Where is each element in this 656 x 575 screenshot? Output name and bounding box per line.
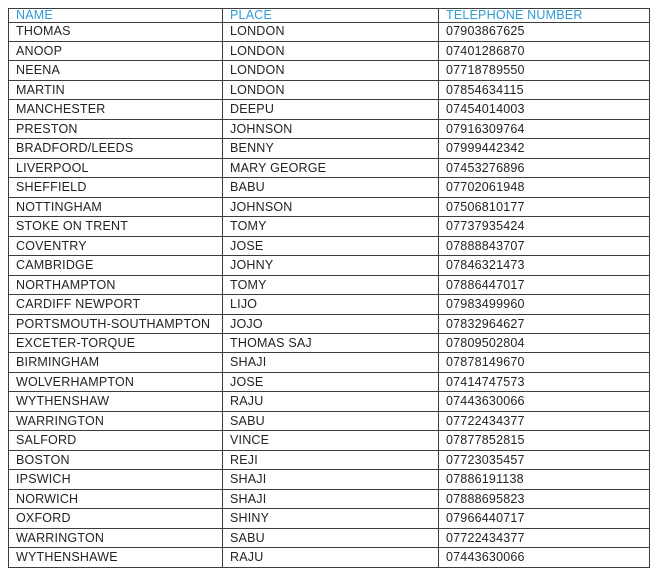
cell-place: BENNY [223,139,439,158]
cell-place: LONDON [223,61,439,80]
table-row [9,548,650,568]
cell-place: SABU [223,528,439,547]
table-header-row [9,9,650,23]
cell-name: SHEFFIELD [9,178,223,197]
table-row [9,80,650,99]
table-row [9,61,650,80]
cell-phone: 07886191138 [439,470,650,489]
cell-phone: 07443630066 [439,548,650,568]
cell-place: JOJO [223,314,439,333]
cell-place: SHAJI [223,470,439,489]
cell-place: DEEPU [223,100,439,119]
cell-phone: 07888695823 [439,489,650,508]
table-row [9,372,650,391]
cell-phone: 07966440717 [439,509,650,528]
cell-phone: 07454014003 [439,100,650,119]
cell-place: REJI [223,450,439,469]
table-row [9,22,650,41]
cell-place: TOMY [223,275,439,294]
cell-place: VINCE [223,431,439,450]
cell-name: NOTTINGHAM [9,197,223,216]
cell-name: CARDIFF NEWPORT [9,295,223,314]
cell-phone: 07722434377 [439,528,650,547]
cell-phone: 07737935424 [439,217,650,236]
cell-name: NORTHAMPTON [9,275,223,294]
cell-phone: 07832964627 [439,314,650,333]
cell-place: MARY GEORGE [223,158,439,177]
cell-name: MARTIN [9,80,223,99]
cell-name: STOKE ON TRENT [9,217,223,236]
table-row [9,392,650,411]
cell-place: SABU [223,411,439,430]
cell-phone: 07903867625 [439,22,650,41]
table-row [9,411,650,430]
cell-phone: 07414747573 [439,372,650,391]
cell-place: JOHNSON [223,197,439,216]
cell-place: LIJO [223,295,439,314]
cell-name: CAMBRIDGE [9,256,223,275]
cell-name: WYTHENSHAW [9,392,223,411]
cell-phone: 07809502804 [439,334,650,353]
table-row [9,158,650,177]
table-row [9,197,650,216]
cell-phone: 07702061948 [439,178,650,197]
cell-name: MANCHESTER [9,100,223,119]
cell-phone: 07916309764 [439,119,650,138]
cell-name: PRESTON [9,119,223,138]
cell-name: WOLVERHAMPTON [9,372,223,391]
cell-phone: 07846321473 [439,256,650,275]
cell-place: SHAJI [223,353,439,372]
cell-place: JOHNSON [223,119,439,138]
cell-phone: 07888843707 [439,236,650,255]
cell-name: IPSWICH [9,470,223,489]
table-row [9,41,650,60]
table-row [9,509,650,528]
table-row [9,528,650,547]
cell-name: WARRINGTON [9,528,223,547]
cell-place: JOSE [223,236,439,255]
cell-name: WARRINGTON [9,411,223,430]
cell-phone: 07506810177 [439,197,650,216]
table-row [9,334,650,353]
cell-phone: 07854634115 [439,80,650,99]
cell-phone: 07999442342 [439,139,650,158]
column-header-telephone-number: TELEPHONE NUMBER [439,9,650,23]
cell-name: BOSTON [9,450,223,469]
contacts-table [8,8,650,568]
table-row [9,119,650,138]
cell-phone: 07401286870 [439,41,650,60]
column-header-name: NAME [9,9,223,23]
column-header-place: PLACE [223,9,439,23]
cell-place: TOMY [223,217,439,236]
cell-name: OXFORD [9,509,223,528]
cell-name: PORTSMOUTH-SOUTHAMPTON [9,314,223,333]
cell-phone: 07453276896 [439,158,650,177]
table-row [9,217,650,236]
cell-phone: 07723035457 [439,450,650,469]
cell-name: BIRMINGHAM [9,353,223,372]
cell-name: WYTHENSHAWE [9,548,223,568]
table-row [9,236,650,255]
cell-phone: 07878149670 [439,353,650,372]
cell-place: RAJU [223,392,439,411]
table-row [9,256,650,275]
cell-place: LONDON [223,22,439,41]
cell-phone: 07443630066 [439,392,650,411]
cell-name: ANOOP [9,41,223,60]
cell-phone: 07718789550 [439,61,650,80]
table-row [9,431,650,450]
cell-name: NORWICH [9,489,223,508]
cell-phone: 07877852815 [439,431,650,450]
cell-place: LONDON [223,41,439,60]
table-row [9,489,650,508]
table-row [9,275,650,294]
table-row [9,450,650,469]
cell-place: THOMAS SAJ [223,334,439,353]
cell-place: LONDON [223,80,439,99]
cell-place: SHINY [223,509,439,528]
cell-place: RAJU [223,548,439,568]
cell-name: SALFORD [9,431,223,450]
table-row [9,139,650,158]
table-row [9,178,650,197]
table-row [9,100,650,119]
cell-phone: 07722434377 [439,411,650,430]
cell-phone: 07983499960 [439,295,650,314]
table-row [9,295,650,314]
cell-place: BABU [223,178,439,197]
table-row [9,314,650,333]
cell-name: NEENA [9,61,223,80]
cell-place: JOHNY [223,256,439,275]
cell-phone: 07886447017 [439,275,650,294]
cell-name: LIVERPOOL [9,158,223,177]
cell-name: BRADFORD/LEEDS [9,139,223,158]
cell-name: COVENTRY [9,236,223,255]
table-row [9,470,650,489]
cell-place: JOSE [223,372,439,391]
cell-place: SHAJI [223,489,439,508]
table-row [9,353,650,372]
cell-name: THOMAS [9,22,223,41]
cell-name: EXCETER-TORQUE [9,334,223,353]
